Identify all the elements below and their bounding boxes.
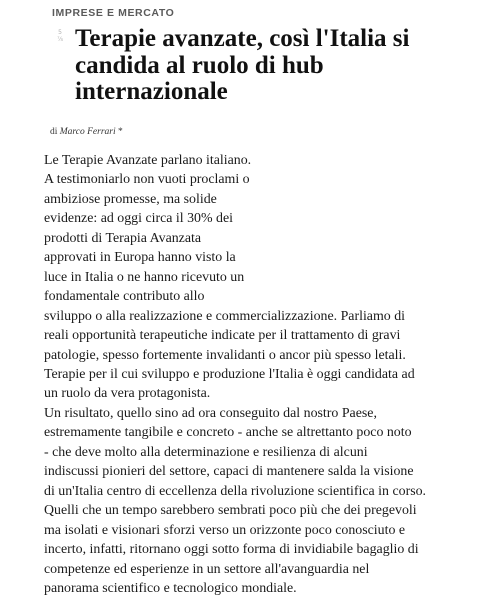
body-line: A testimoniarlo non vuoti proclami o — [44, 172, 250, 188]
body-line: Quelli che un tempo sarebbero sembrati poco più che dei pregevoli — [44, 503, 417, 519]
body-line: Le Terapie Avanzate parlano italiano. — [44, 153, 252, 168]
article-body — [44, 151, 494, 598]
body-line: approvati in Europa hanno visto la — [44, 250, 236, 266]
body-line: panorama scientifico e tecnologico mondiale. — [44, 580, 297, 596]
section-label: IMPRESE E MERCATO — [52, 7, 175, 19]
body-line: incerto, infatti, ritornano oggi sotto forma di invidiabile bagaglio di — [44, 542, 419, 558]
body-line: luce in Italia o ne hanno ricevuto un — [44, 269, 245, 285]
body-line: fondamentale contributo allo — [44, 289, 205, 305]
page-mark-bottom: ⅞ — [57, 36, 63, 43]
body-line: indiscussi pionieri del settore, capaci di mantenere salda la visione — [44, 464, 414, 480]
page-mark-top: 5 — [58, 29, 62, 36]
body-line: ambiziose promesse, ma solide — [44, 191, 217, 207]
body-line: - che deve molto alla determinazione e resilienza di alcuni — [44, 444, 368, 460]
byline — [50, 127, 123, 137]
article-headline: Terapie avanzate, così l'Italia si candida al ruolo di hub internazionale — [75, 25, 410, 105]
body-line: sviluppo o alla realizzazione e commercializzazione. Parliamo di — [44, 308, 405, 324]
body-line: reali opportunità terapeutiche indicate per il trattamento di gravi — [44, 328, 401, 344]
body-line: di un'Italia centro di eccellenza della rivoluzione scientifica in corso. — [44, 483, 427, 499]
body-line: estremamente tangibile e concreto - anche se altrettanto poco noto — [44, 425, 412, 441]
body-line: ma isolati e visionari sforzi verso un orizzonte poco conosciuto e — [44, 522, 406, 538]
body-line: prodotti di Terapia Avanzata — [44, 230, 202, 246]
body-line: un ruolo da vera protagonista. — [44, 386, 211, 402]
byline-author: Marco Ferrari — [59, 127, 116, 137]
body-line: Un risultato, quello sino ad ora conseguito dal nostro Paese, — [44, 405, 377, 421]
body-line: Terapie per il cui sviluppo e produzione l'Italia è oggi candidata ad — [44, 366, 415, 382]
body-line: competenze ed esperienze in un settore all'avanguardia nel — [44, 561, 370, 577]
byline-suffix: * — [115, 127, 123, 137]
body-line: patologie, spesso fortemente invalidanti o ancor più spesso letali. — [44, 347, 406, 363]
byline-prefix: di — [50, 127, 58, 137]
page-mark — [52, 29, 68, 43]
body-line: evidenze: ad oggi circa il 30% dei — [44, 211, 233, 227]
